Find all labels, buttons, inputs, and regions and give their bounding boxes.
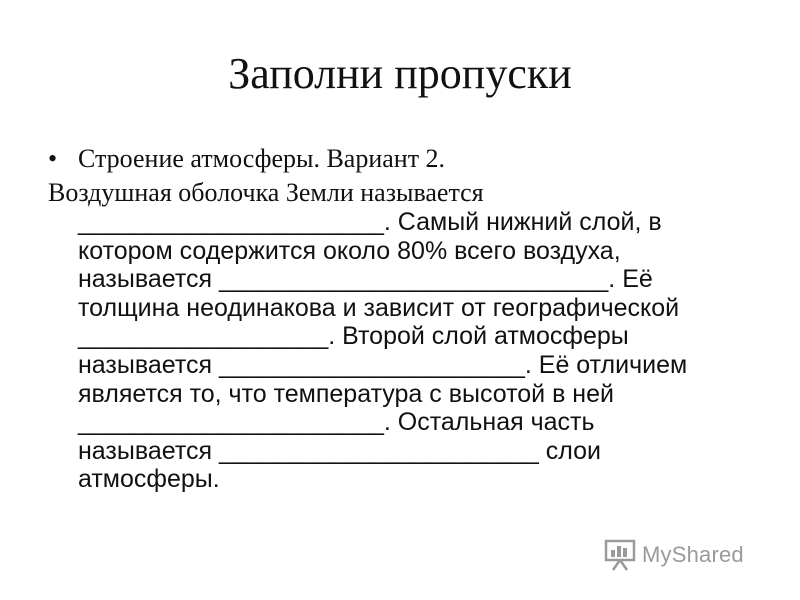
exercise-body: [78, 208, 687, 494]
bullet-item: [48, 142, 445, 176]
presentation-board-icon: [604, 538, 638, 572]
exercise-line: котором содержится около 80% всего воздуха,: [78, 236, 621, 265]
exercise-line: ______________________. Самый нижний слой, в: [78, 208, 662, 236]
myshared-watermark: [604, 535, 744, 575]
exercise-line: ______________________. Остальная часть: [78, 408, 595, 437]
exercise-line: атмосферы.: [78, 465, 220, 494]
exercise-line: является то, что температура с высотой в ней: [78, 379, 614, 408]
exercise-line: __________________. Второй слой атмосферы: [78, 322, 629, 351]
bullet-marker: •: [48, 144, 58, 173]
watermark-text: MyShared: [642, 542, 744, 567]
bullet-text: Строение атмосферы. Вариант 2.: [78, 144, 446, 173]
exercise-line: толщина неодинакова и зависит от географической: [78, 293, 680, 322]
slide-title: Заполни пропуски: [228, 49, 572, 98]
exercise-line: называется _______________________ слои: [78, 436, 601, 465]
exercise-intro: Воздушная оболочка Земли называется: [48, 178, 484, 207]
exercise-line: называется ______________________. Её отличием: [78, 350, 688, 379]
exercise-line: называется ____________________________. Её: [78, 265, 653, 294]
